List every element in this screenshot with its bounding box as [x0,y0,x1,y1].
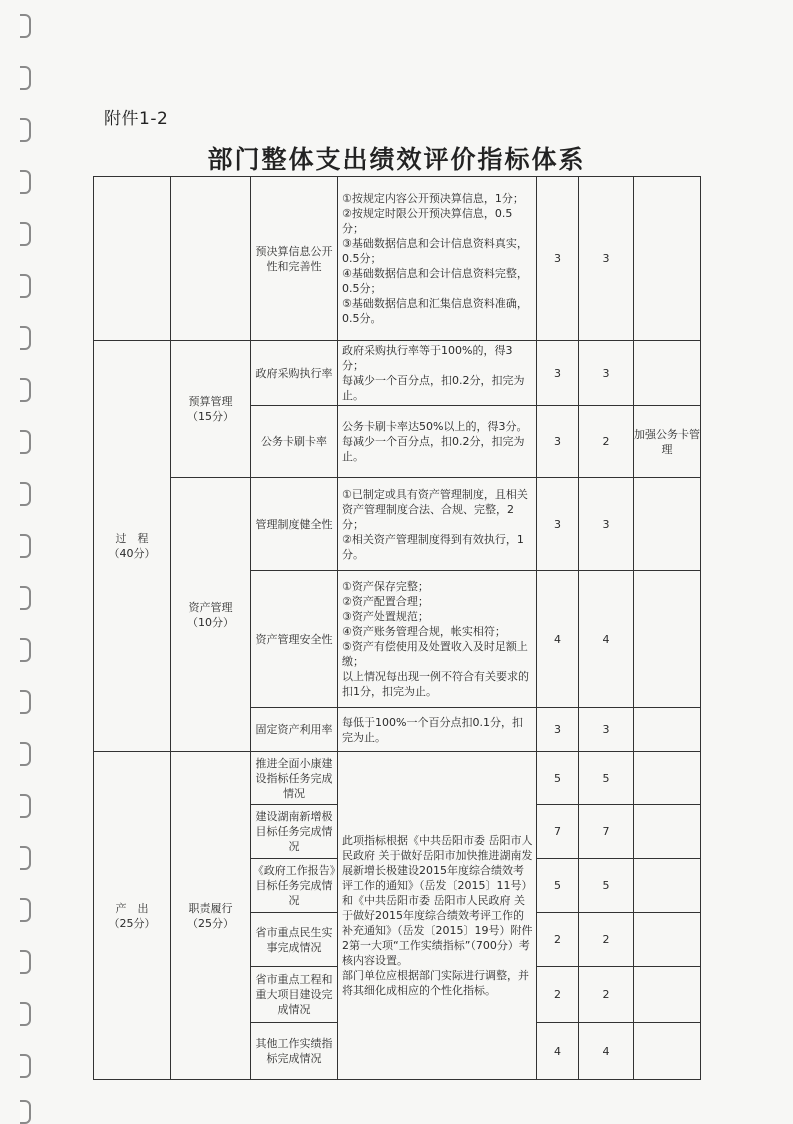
shared-criteria-text: 此项指标根据《中共岳阳市委 岳阳市人民政府 关于做好岳阳市加快推进湖南发展新增长极建设2015年度综合绩效考评工作的通知》（岳发〔2015〕11号）和《中共岳阳市委 岳阳市人民政府 关于做好2015年度综合绩效考评工作的补充通知》（岳发〔2015〕19号）附件2第一大项“工作实绩指标”（700分）考核内容设置。 部门单位应根据部门实际进行调整，并将其细化成相应的个性化指标。 [338,752,537,1080]
binding-hole [20,898,31,922]
indicator-name: 管理制度健全性 [251,478,338,571]
note-cell [634,805,701,859]
score-value: 3 [579,708,634,752]
binding-hole [20,14,31,38]
score-value: 4 [579,1023,634,1080]
criteria-text: 政府采购执行率等于100%的，得3分； 每减少一个百分点，扣0.2分，扣完为止。 [338,341,537,406]
score-value: 3 [579,478,634,571]
note-cell [634,859,701,913]
binding-hole [20,378,31,402]
level2-cell-empty [171,177,251,341]
level2-budget-management: 预算管理 （15分） [171,341,251,478]
indicator-name: 预决算信息公开性和完善性 [251,177,338,341]
weight-value: 5 [537,752,579,805]
criteria-text: ①资产保存完整； ②资产配置合理； ③资产处置规范； ④资产账务管理合规，帐实相符； ⑤资产有偿使用及处置收入及时足额上缴； 以上情况每出现一例不符合有关要求的扣1分，扣完为止。 [338,571,537,708]
indicator-name: 其他工作实绩指标完成情况 [251,1023,338,1080]
binding-hole [20,586,31,610]
table-row [94,341,701,406]
binding-hole [20,1100,31,1124]
binding-hole [20,794,31,818]
criteria-text: ①已制定或具有资产管理制度，且相关资产管理制度合法、合规、完整，2分； ②相关资产管理制度得到有效执行，1分。 [338,478,537,571]
binding-hole [20,950,31,974]
binding-hole [20,534,31,558]
binding-hole [20,690,31,714]
score-value: 5 [579,859,634,913]
note-cell [634,967,701,1023]
level1-cell-empty [94,177,171,341]
level2-performance: 职责履行 （25分） [171,752,251,1080]
indicator-name: 政府采购执行率 [251,341,338,406]
binding-hole [20,118,31,142]
indicator-name: 建设湖南新增极目标任务完成情况 [251,805,338,859]
note-cell [634,752,701,805]
note-cell: 加强公务卡管理 [634,406,701,478]
binding-hole [20,274,31,298]
note-cell [634,341,701,406]
weight-value: 3 [537,478,579,571]
indicator-name: 《政府工作报告》目标任务完成情况 [251,859,338,913]
binding-hole [20,430,31,454]
note-cell [634,708,701,752]
indicator-name: 公务卡刷卡率 [251,406,338,478]
note-cell [634,913,701,967]
page-title: 部门整体支出绩效评价指标体系 [207,145,586,174]
criteria-text: 每低于100%一个百分点扣0.1分，扣完为止。 [338,708,537,752]
indicator-name: 资产管理安全性 [251,571,338,708]
score-value: 2 [579,967,634,1023]
binding-hole [20,742,31,766]
weight-value: 4 [537,571,579,708]
level1-output: 产 出 （25分） [94,752,171,1080]
score-value: 5 [579,752,634,805]
indicator-name: 推进全面小康建设指标任务完成情况 [251,752,338,805]
weight-value: 3 [537,177,579,341]
note-cell [634,571,701,708]
score-value: 7 [579,805,634,859]
score-value: 3 [579,341,634,406]
table-row [94,177,701,341]
weight-value: 3 [537,708,579,752]
indicator-name: 省市重点民生实事完成情况 [251,913,338,967]
table-row [94,752,701,805]
weight-value: 4 [537,1023,579,1080]
score-value: 4 [579,571,634,708]
level2-asset-management: 资产管理 （10分） [171,478,251,752]
table-row [94,478,701,571]
weight-value: 3 [537,406,579,478]
note-cell [634,177,701,341]
score-value: 2 [579,913,634,967]
binding-hole [20,1054,31,1078]
score-value: 3 [579,177,634,341]
indicator-name: 省市重点工程和重大项目建设完成情况 [251,967,338,1023]
level1-process: 过 程 （40分） [94,341,171,752]
binding-hole [20,326,31,350]
weight-value: 5 [537,859,579,913]
binding-hole [20,482,31,506]
weight-value: 2 [537,913,579,967]
note-cell [634,1023,701,1080]
binding-hole [20,846,31,870]
binding-hole [20,222,31,246]
weight-value: 7 [537,805,579,859]
criteria-text: ①按规定内容公开预决算信息，1分； ②按规定时限公开预决算信息，0.5分； ③基础数据信息和会计信息资料真实，0.5分； ④基础数据信息和会计信息资料完整，0.5分； ⑤基础数据信息和汇集信息资料准确，0.5分。 [338,177,537,341]
attachment-label: 附件1-2 [104,109,169,129]
binding-hole [20,66,31,90]
criteria-text: 公务卡刷卡率达50%以上的，得3分。 每减少一个百分点，扣0.2分，扣完为止。 [338,406,537,478]
binding-hole [20,1002,31,1026]
weight-value: 3 [537,341,579,406]
note-cell [634,478,701,571]
binding-hole [20,638,31,662]
score-value: 2 [579,406,634,478]
weight-value: 2 [537,967,579,1023]
indicator-name: 固定资产利用率 [251,708,338,752]
indicator-table [93,176,701,1080]
